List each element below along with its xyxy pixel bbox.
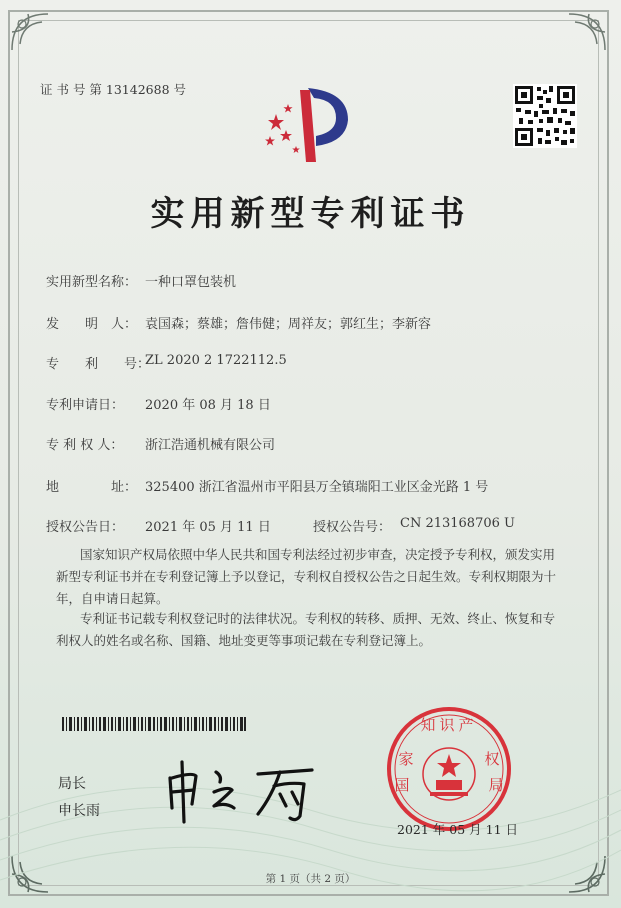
corner-ornament-top-left	[8, 10, 68, 70]
body-paragraph-1-line-2: 新型专利证书并在专利登记簿上予以登记，专利权自授权公告之日起生效。专利权期限为十	[56, 569, 557, 584]
certificate-number: 证 书 号 第 13142688 号	[40, 82, 186, 97]
address: 325400 浙江省温州市平阳县万全镇瑞阳工业区金光路 1 号	[145, 480, 489, 495]
patent-number-label: 专 利 号：	[46, 357, 151, 372]
grant-date-label: 授权公告日：	[46, 520, 125, 535]
filing-date: 2020 年 08 月 18 日	[145, 398, 271, 413]
seal-date: 2021 年 05 月 11 日	[397, 822, 518, 837]
svg-text:知识产: 知识产	[420, 716, 478, 734]
body-paragraph-2-line-1: 专利证书记载专利权登记时的法律状况。专利权的转移、质押、无效、终止、恢复和专	[80, 611, 556, 626]
grant-number: CN 213168706 U	[400, 516, 515, 531]
svg-text:权: 权	[484, 750, 500, 768]
official-seal	[384, 704, 514, 834]
barcode	[62, 717, 246, 731]
patent-number: ZL 2020 2 1722112.5	[145, 353, 287, 368]
utility-model-name: 一种口罩包装机	[145, 275, 237, 290]
utility-model-name-label: 实用新型名称：	[46, 275, 138, 290]
patentee: 浙江浩通机械有限公司	[145, 438, 276, 453]
body-paragraph-2-line-2: 利权人的姓名或名称、国籍、地址变更等事项记载在专利登记簿上。	[56, 633, 432, 648]
certificate-title: 实用新型专利证书	[150, 194, 471, 234]
patentee-label: 专 利 权 人：	[46, 438, 124, 453]
page-info: 第 1 页（共 2 页）	[265, 873, 356, 885]
qr-code	[513, 84, 577, 148]
svg-text:家: 家	[398, 750, 414, 768]
body-paragraph-1-line-1: 国家知识产权局依照中华人民共和国专利法经过初步审查，决定授予专利权，颁发实用	[80, 547, 556, 562]
director-name: 申长雨	[58, 803, 100, 819]
inventors: 袁国森；蔡雄；詹伟健；周祥友；郭红生；李新容	[145, 317, 432, 332]
svg-text:国: 国	[394, 776, 410, 794]
grant-number-label: 授权公告号：	[313, 520, 392, 535]
grant-date: 2021 年 05 月 11 日	[145, 520, 271, 535]
address-label: 地 址：	[46, 480, 138, 495]
director-title: 局长	[58, 776, 86, 792]
director-signature	[162, 756, 322, 826]
patent-office-logo-icon	[256, 84, 356, 164]
filing-date-label: 专利申请日：	[46, 398, 125, 413]
body-paragraph-1-line-3: 年，自申请日起算。	[56, 591, 169, 606]
corner-ornament-top-right	[549, 10, 609, 70]
svg-text:局: 局	[488, 776, 504, 794]
inventor-label: 发 明 人：	[46, 317, 138, 332]
